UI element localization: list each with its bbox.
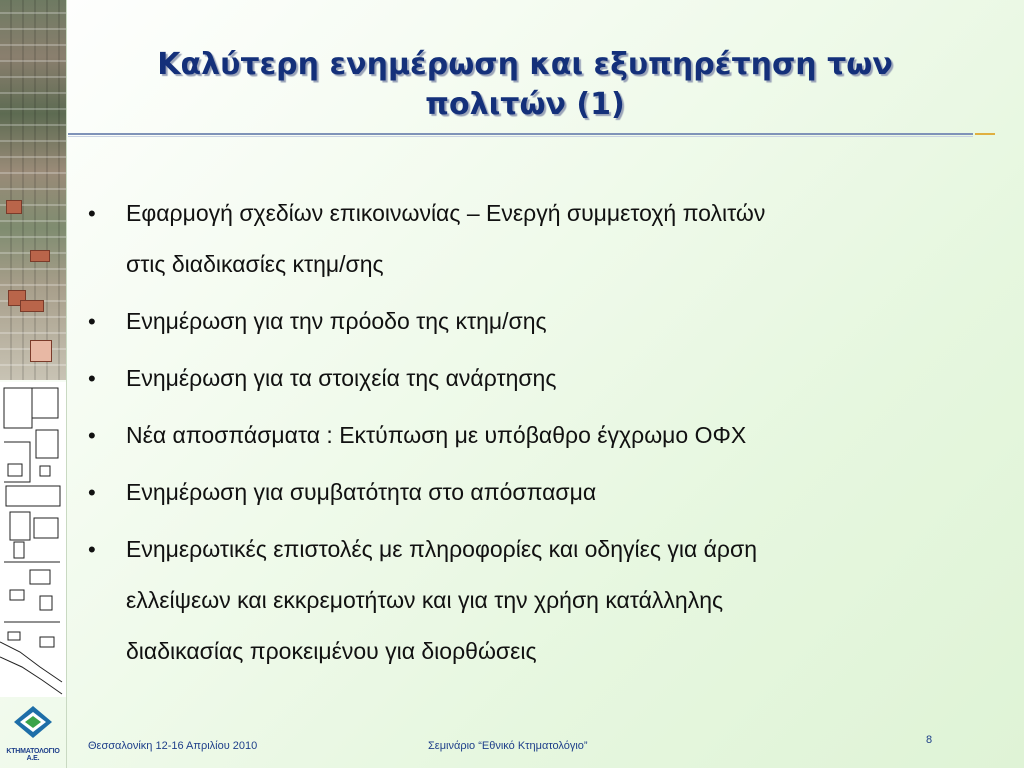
- roof-block: [6, 200, 22, 214]
- logo-text: ΚΤΗΜΑΤΟΛΟΓΙΟ Α.Ε.: [6, 748, 60, 762]
- bullet-text-line: στις διαδικασίες κτημ/σης: [126, 251, 384, 277]
- bullet-marker: •: [88, 480, 96, 505]
- bullet-item: [88, 353, 968, 404]
- bullet-item: [88, 188, 968, 290]
- left-decorative-strip: [0, 0, 67, 768]
- roof-block: [30, 340, 52, 362]
- cadastral-parcels-graphic: [0, 382, 66, 697]
- bullet-text-line: Ενημέρωση για την πρόοδο της κτημ/σης: [126, 308, 547, 334]
- bullet-text-line: Νέα αποσπάσματα : Εκτύπωση με υπόβαθρο έγχρωμο ΟΦΧ: [126, 422, 747, 448]
- ktimatologio-logo-icon: [0, 700, 66, 746]
- bullet-list: [88, 188, 968, 683]
- bullet-item: [88, 296, 968, 347]
- bullet-marker: •: [88, 309, 96, 334]
- company-logo: [0, 700, 66, 768]
- title-underline-accent: [975, 133, 995, 135]
- slide-number: 8: [926, 734, 933, 746]
- title-underline-thin: [68, 136, 973, 137]
- aerial-photo-strip: [0, 0, 66, 380]
- bullet-marker: •: [88, 423, 96, 448]
- bullet-marker: •: [88, 201, 96, 226]
- roof-block: [30, 250, 50, 262]
- bullet-item: [88, 524, 968, 677]
- bullet-item: [88, 467, 968, 518]
- bullet-text-line: Ενημέρωση για τα στοιχεία της ανάρτησης: [126, 365, 557, 391]
- bullet-marker: •: [88, 537, 96, 562]
- bullet-text-line: Ενημέρωση για συμβατότητα στο απόσπασμα: [126, 479, 597, 505]
- roof-block: [20, 300, 44, 312]
- footer-seminar-title: Σεμινάριο “Εθνικό Κτηματολόγιο”: [428, 740, 588, 752]
- title-line-2: πολιτών (1): [425, 87, 625, 122]
- bullet-text-line: ελλείψεων και εκκρεμοτήτων και για την χρήση κατάλληλης: [126, 587, 724, 613]
- bullet-text-line: Ενημερωτικές επιστολές με πληροφορίες και οδηγίες για άρση: [126, 536, 758, 562]
- bullet-text-line: Εφαρμογή σχεδίων επικοινωνίας – Ενεργή συμμετοχή πολιτών: [126, 200, 766, 226]
- footer-location-date: Θεσσαλονίκη 12-16 Απριλίου 2010: [88, 740, 258, 752]
- title-underline: [68, 133, 973, 135]
- title-line-1: Καλύτερη ενημέρωση και εξυπηρέτηση των: [157, 47, 893, 82]
- bullet-item: [88, 410, 968, 461]
- slide-title: [80, 45, 970, 125]
- cadastral-map-strip: [0, 382, 66, 697]
- bullet-text-line: διαδικασίας προκειμένου για διορθώσεις: [126, 638, 537, 664]
- bullet-marker: •: [88, 366, 96, 391]
